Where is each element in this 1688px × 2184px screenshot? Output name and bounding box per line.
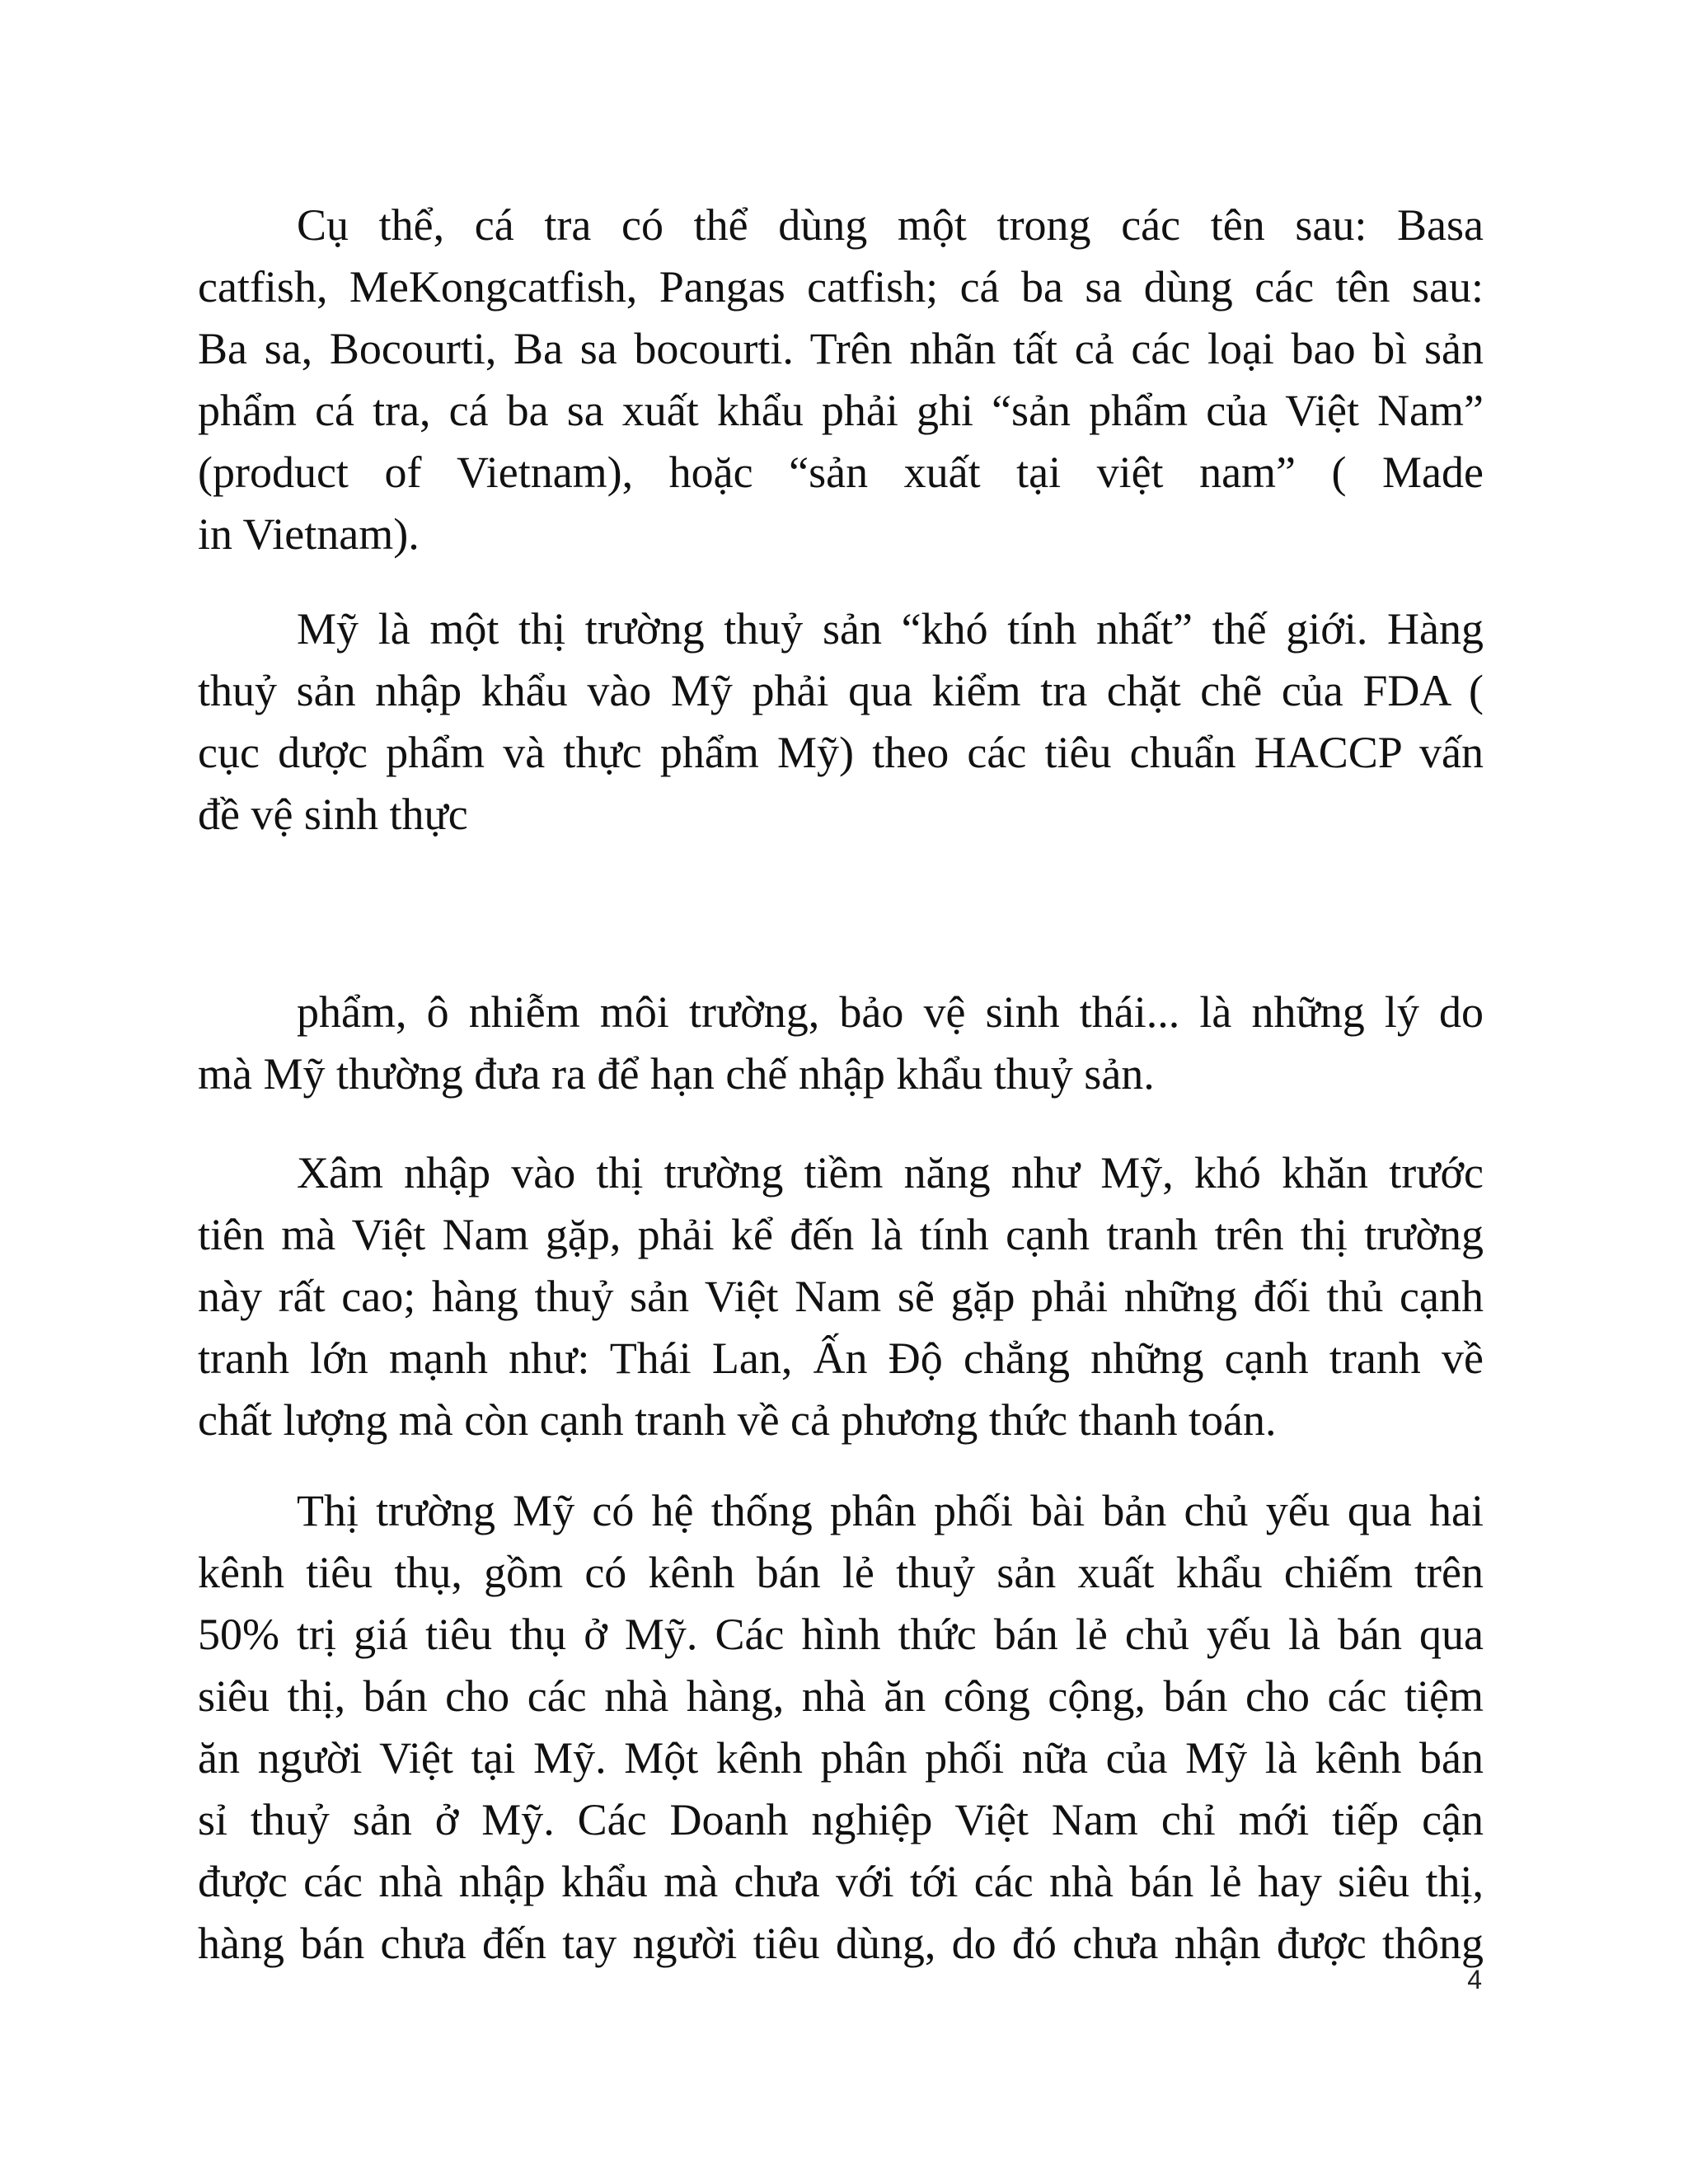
text-line: tranh lớn mạnh như: Thái Lan, Ấn Độ chẳng những cạnh tranh về xyxy=(198,1333,1484,1383)
text-line: phẩm, ô nhiễm môi trường, bảo vệ sinh thái... là những lý do xyxy=(297,987,1484,1037)
text-line: tiên mà Việt Nam gặp, phải kể đến là tính cạnh tranh trên thị trường xyxy=(198,1210,1484,1259)
paragraph-continuation xyxy=(198,982,1484,1105)
paragraph-competition xyxy=(198,1142,1484,1451)
text-line: 50% trị giá tiêu thụ ở Mỹ. Các hình thức bán lẻ chủ yếu là bán qua xyxy=(198,1610,1484,1659)
text-line: hàng bán chưa đến tay người tiêu dùng, do đó chưa nhận được thông xyxy=(198,1919,1484,1968)
page-number: 4 xyxy=(1467,1965,1482,1994)
text-line: đề vệ sinh thực xyxy=(198,790,468,839)
text-line: (product of Vietnam), hoặc “sản xuất tại việt nam” ( Made xyxy=(198,448,1484,497)
text-line: ăn người Việt tại Mỹ. Một kênh phân phối nữa của Mỹ là kênh bán xyxy=(198,1733,1484,1783)
text-line: mà Mỹ thường đưa ra để hạn chế nhập khẩu thuỷ sản. xyxy=(198,1049,1155,1099)
text-line: Cụ thể, cá tra có thể dùng một trong các tên sau: Basa xyxy=(297,200,1484,250)
text-line: Mỹ là một thị trường thuỷ sản “khó tính nhất” thế giới. Hàng xyxy=(297,604,1484,654)
text-line: in Vietnam). xyxy=(198,509,420,559)
paragraph-distribution xyxy=(198,1480,1484,1975)
paragraph-us-market-strict xyxy=(198,598,1484,846)
text-line: sỉ thuỷ sản ở Mỹ. Các Doanh nghiệp Việt Nam chỉ mới tiếp cận xyxy=(198,1795,1484,1844)
text-line: Thị trường Mỹ có hệ thống phân phối bài bản chủ yếu qua hai xyxy=(297,1486,1484,1535)
text-line: kênh tiêu thụ, gồm có kênh bán lẻ thuỷ sản xuất khẩu chiếm trên xyxy=(198,1548,1484,1597)
paragraph-cafish-names xyxy=(198,194,1484,565)
text-line: catfish, MeKongcatfish, Pangas catfish; cá ba sa dùng các tên sau: xyxy=(198,262,1484,312)
text-line: siêu thị, bán cho các nhà hàng, nhà ăn công cộng, bán cho các tiệm xyxy=(198,1671,1484,1721)
text-line: này rất cao; hàng thuỷ sản Việt Nam sẽ gặp phải những đối thủ cạnh xyxy=(198,1272,1484,1321)
text-line: thuỷ sản nhập khẩu vào Mỹ phải qua kiểm tra chặt chẽ của FDA ( xyxy=(198,666,1484,715)
text-line: Xâm nhập vào thị trường tiềm năng như Mỹ, khó khăn trước xyxy=(297,1148,1484,1197)
text-line: được các nhà nhập khẩu mà chưa với tới các nhà bán lẻ hay siêu thị, xyxy=(198,1857,1484,1906)
text-line: phẩm cá tra, cá ba sa xuất khẩu phải ghi “sản phẩm của Việt Nam” xyxy=(198,386,1484,435)
text-line: cục dược phẩm và thực phẩm Mỹ) theo các tiêu chuẩn HACCP vấn xyxy=(198,728,1484,777)
text-line: Ba sa, Bocourti, Ba sa bocourti. Trên nhãn tất cả các loại bao bì sản xyxy=(198,324,1484,373)
text-line: chất lượng mà còn cạnh tranh về cả phương thức thanh toán. xyxy=(198,1395,1277,1445)
